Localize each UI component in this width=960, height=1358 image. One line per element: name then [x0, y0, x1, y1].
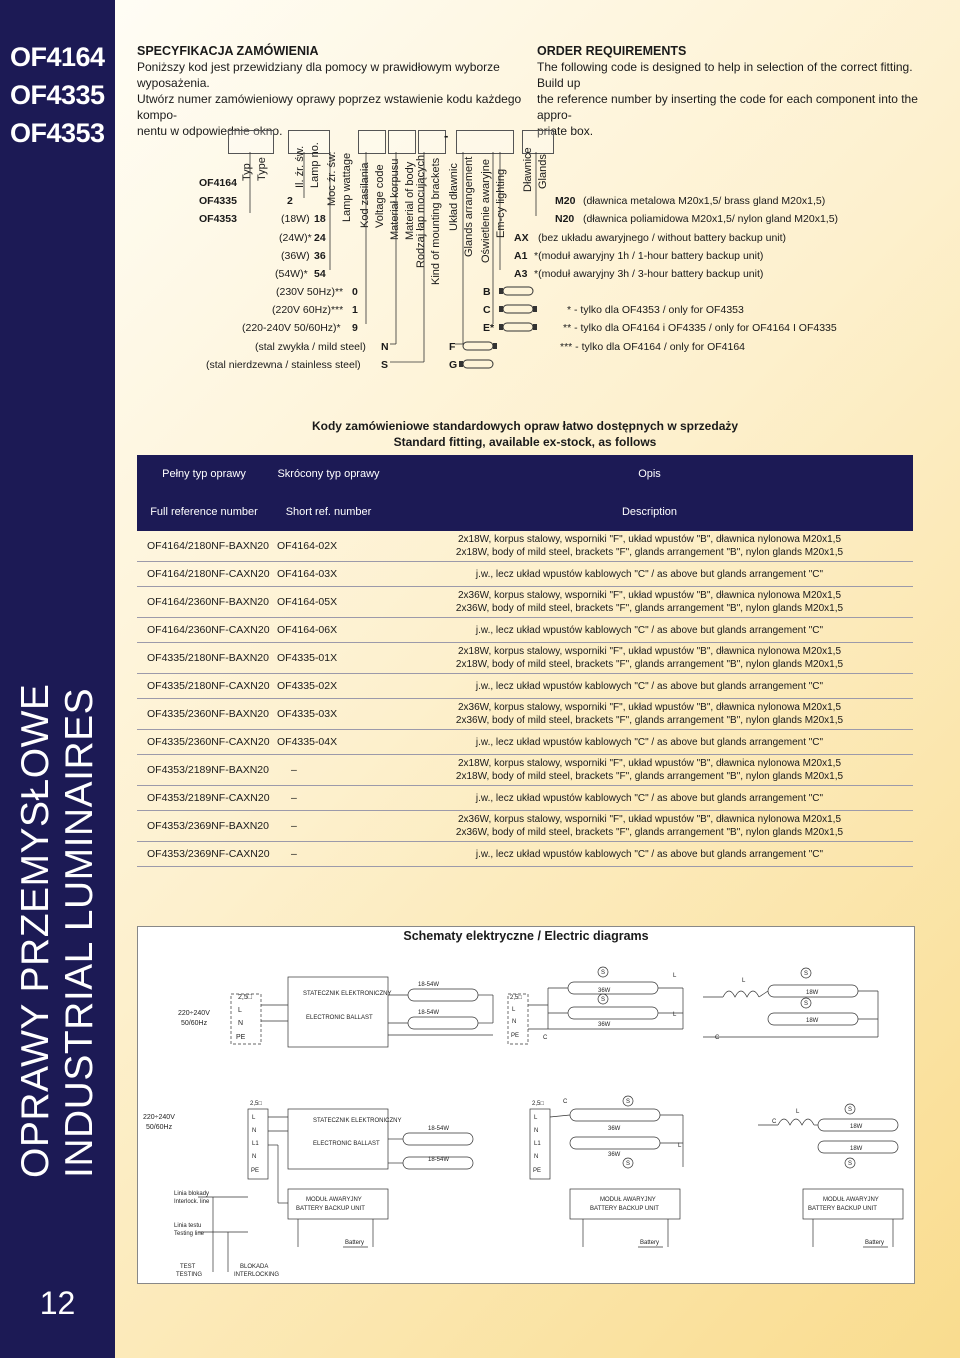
desc-line: 2x18W, korpus stalowy, wsporniki "F", układ wpustów "B", dławnica nylonowa M20x1,5 — [457, 534, 842, 545]
description — [386, 618, 913, 643]
terminal-label: L1 — [252, 1141, 259, 1147]
starter-label: S — [601, 970, 606, 976]
interlock-line-pl: Linia blokady — [174, 1191, 210, 1197]
choke-label: L — [796, 1109, 800, 1115]
header-voltage-pl: Kod zasilania — [359, 162, 371, 228]
full-ref: OF4335/2180NF-BAXN20 — [137, 643, 271, 674]
voltage-label: (230V 50Hz)** — [276, 286, 344, 298]
short-ref: OF4164-03X — [271, 562, 386, 587]
table-row — [137, 730, 913, 755]
intro-en-heading: ORDER REQUIREMENTS — [537, 44, 687, 58]
short-ref: OF4164-02X — [271, 531, 386, 562]
supply-voltage: 220÷240V — [178, 1010, 210, 1017]
header-material-en: Material of body — [404, 161, 416, 240]
emergency-label: (bez układu awaryjnego / without battery backup unit) — [538, 232, 787, 244]
terminal-label: N — [534, 1154, 539, 1160]
sidebar-code: OF4353 — [10, 118, 105, 148]
description — [386, 755, 913, 786]
battery-label: Battery — [345, 1240, 365, 1246]
table-header-row — [137, 493, 913, 531]
test-label-en: TESTING — [176, 1272, 203, 1278]
header-lampno-pl: Il. źr. św. — [294, 145, 306, 188]
short-ref: OF4335-03X — [271, 699, 386, 730]
desc-line: j.w., lecz układ wpustów kablowych "C" / as above but glands arrangement "C" — [475, 624, 824, 636]
desc-line: 2x18W, korpus stalowy, wsporniki "F", układ wpustów "B", dławnica nylonowa M20x1,5 — [457, 646, 842, 657]
desc-line: 2x36W, korpus stalowy, wsporniki "F", układ wpustów "B", dławnica nylonowa M20x1,5 — [457, 590, 842, 601]
choke-label: L — [742, 978, 746, 984]
table-row — [137, 643, 913, 674]
description — [386, 562, 913, 587]
backup-label-pl: MODUŁ AWARYJNY — [600, 1197, 656, 1203]
intro-en-line: priate box. — [537, 124, 594, 138]
desc-line: j.w., lecz układ wpustów kablowych "C" / as above but glands arrangement "C" — [475, 736, 824, 748]
full-ref: OF4164/2360NF-CAXN20 — [137, 618, 271, 643]
type-option: OF4164 — [199, 177, 237, 189]
table-row — [137, 755, 913, 786]
material-label: (stal nierdzewna / stainless steel) — [206, 359, 361, 371]
lamp-label: 18W — [806, 990, 819, 996]
col-desc-pl: Opis — [386, 455, 913, 493]
short-ref: OF4164-05X — [271, 587, 386, 618]
table-row — [137, 674, 913, 699]
terminal-label: PE — [236, 1034, 246, 1041]
lamp-label: 36W — [608, 1126, 621, 1132]
battery-label: Battery — [865, 1240, 885, 1246]
emergency-code: A1 — [514, 250, 528, 262]
wattage-code: 24 — [314, 232, 326, 244]
standard-codes-table — [137, 455, 913, 867]
intro-en-line: the reference number by inserting the code for each component into the appro- — [537, 92, 918, 122]
starter-label: S — [848, 1161, 853, 1167]
block-label-pl: BLOKADA — [240, 1264, 269, 1270]
standard-table-title-pl: Kody zamówieniowe standardowych opraw łatwo dostępnych w sprzedaży — [311, 419, 739, 433]
intro-pl-line: nentu w odpowiednie okno. — [137, 124, 283, 138]
lamp-label: 36W — [598, 988, 611, 994]
voltage-label: (220V 60Hz)*** — [272, 304, 344, 316]
sidebar-code: OF4164 — [10, 42, 105, 72]
bracket-code: G — [449, 359, 458, 371]
short-ref: – — [271, 786, 386, 811]
terminal-label: L — [238, 1007, 242, 1014]
backup-label-en: BATTERY BACKUP UNIT — [590, 1206, 659, 1212]
header-lampno-en: Lamp no. — [309, 142, 321, 188]
wattage-label: (54W)* — [275, 268, 308, 280]
footnote: *** - tylko dla OF4164 / only for OF4164 — [560, 341, 746, 353]
emergency-code: AX — [514, 232, 529, 244]
capacitor-label: C — [715, 1035, 720, 1041]
short-ref: OF4335-04X — [271, 730, 386, 755]
voltage-code: 1 — [352, 304, 358, 316]
ballast-label-en: ELECTRONIC BALLAST — [306, 1015, 373, 1021]
full-ref: OF4353/2369NF-CAXN20 — [137, 842, 271, 867]
wattage-code: 18 — [314, 213, 326, 225]
header-brackets-en: Kind of mounting brackets — [430, 157, 442, 285]
short-ref: OF4164-06X — [271, 618, 386, 643]
selector-connector-lines — [0, 0, 960, 380]
full-ref: OF4353/2189NF-BAXN20 — [137, 755, 271, 786]
table-row — [137, 562, 913, 587]
material-code: N — [381, 341, 389, 353]
table-row — [137, 811, 913, 842]
full-ref: OF4164/2180NF-CAXN20 — [137, 562, 271, 587]
sidebar-vertical-title-en: INDUSTRIAL LUMINAIRES — [58, 687, 101, 1178]
terminal-label: PE — [251, 1168, 260, 1174]
table-row — [137, 618, 913, 643]
testing-line-pl: Linia testu — [174, 1223, 202, 1229]
lamp-label: 18-54W — [418, 982, 440, 988]
col-short-pl: Skrócony typ oprawy — [271, 455, 386, 493]
full-ref: OF4335/2360NF-CAXN20 — [137, 730, 271, 755]
wiring-diagrams — [138, 927, 914, 1283]
desc-line: j.w., lecz układ wpustów kablowych "C" / as above but glands arrangement "C" — [475, 680, 824, 692]
terminal-label: L — [534, 1115, 538, 1121]
arrangement-code: B — [483, 286, 491, 298]
wattage-code: 54 — [314, 268, 326, 280]
description — [386, 587, 913, 618]
desc-line: j.w., lecz układ wpustów kablowych "C" / as above but glands arrangement "C" — [475, 792, 824, 804]
wattage-label: (18W) — [281, 213, 310, 225]
description — [386, 786, 913, 811]
description — [386, 842, 913, 867]
intro-pl-line: Utwórz numer zamówieniowy oprawy poprzez wstawienie kodu każdego kompo- — [137, 92, 522, 122]
lamp-label: 18-54W — [428, 1157, 450, 1163]
material-label: (stal zwykła / mild steel) — [255, 341, 366, 353]
full-ref: OF4335/2180NF-CAXN20 — [137, 674, 271, 699]
header-glands-pl: Dławnice — [522, 147, 534, 192]
wattage-code: 36 — [314, 250, 326, 262]
full-ref: OF4164/2180NF-BAXN20 — [137, 531, 271, 562]
terminal-label: N — [512, 1019, 517, 1025]
sidebar-code: OF4335 — [10, 80, 105, 110]
gland-code: N20 — [555, 213, 575, 225]
header-glands-en: Glands — [537, 154, 549, 189]
terminal-label: L — [252, 1115, 256, 1121]
starter-label: S — [848, 1107, 853, 1113]
lamp-label: 18W — [850, 1146, 863, 1152]
footnote: * - tylko dla OF4353 / only for OF4353 — [567, 304, 744, 316]
terminal-label: L1 — [534, 1141, 541, 1147]
full-ref: OF4353/2189NF-CAXN20 — [137, 786, 271, 811]
ballast-label-pl: STATECZNIK ELEKTRONICZNY — [303, 991, 392, 997]
desc-line: 2x36W, korpus stalowy, wsporniki "F", układ wpustów "B", dławnica nylonowa M20x1,5 — [457, 814, 842, 825]
terminal-label: N — [534, 1128, 539, 1134]
description — [386, 699, 913, 730]
header-voltage-en: Voltage code — [374, 164, 386, 228]
choke-label: L — [673, 973, 677, 979]
intro-pl-line: Poniższy kod jest przewidziany dla pomocy w prawidłowym wyborze wyposażenia. — [137, 60, 500, 90]
desc-line: j.w., lecz układ wpustów kablowych "C" / as above but glands arrangement "C" — [475, 848, 824, 860]
desc-line: j.w., lecz układ wpustów kablowych "C" / as above but glands arrangement "C" — [475, 568, 824, 580]
standard-table-title-en: Standard fitting, available ex-stock, as follows — [393, 435, 657, 449]
lamp-label: 36W — [598, 1022, 611, 1028]
type-option: OF4335 — [199, 195, 237, 207]
supply-voltage: 220÷240V — [143, 1114, 175, 1121]
wattage-label: (24W)* — [279, 232, 312, 244]
short-ref: – — [271, 755, 386, 786]
desc-line: 2x36W, body of mild steel, brackets "F", glands arrangement "B", nylon glands M20x1,5 — [455, 715, 844, 726]
voltage-code: 0 — [352, 286, 358, 298]
header-arrangement-pl: Układ dławnic — [448, 163, 460, 231]
full-ref: OF4164/2360NF-BAXN20 — [137, 587, 271, 618]
desc-line: 2x18W, body of mild steel, brackets "F", glands arrangement "B", nylon glands M20x1,5 — [455, 659, 844, 670]
desc-line: 2x18W, korpus stalowy, wsporniki "F", układ wpustów "B", dławnica nylonowa M20x1,5 — [457, 758, 842, 769]
arrangement-code: E* — [483, 322, 495, 334]
battery-label: Battery — [640, 1240, 660, 1246]
bracket-code: F — [449, 341, 456, 353]
starter-label: S — [804, 971, 809, 977]
lamp-label: 18W — [850, 1124, 863, 1130]
desc-line: 2x18W, body of mild steel, brackets "F", glands arrangement "B", nylon glands M20x1,5 — [455, 771, 844, 782]
description — [386, 643, 913, 674]
emergency-label: *(moduł awaryjny 1h / 1-hour battery backup unit) — [534, 250, 764, 262]
full-ref: OF4353/2369NF-BAXN20 — [137, 811, 271, 842]
table-row — [137, 786, 913, 811]
capacitor-label: C — [772, 1119, 777, 1125]
header-type-en: Type — [256, 157, 268, 181]
electric-diagrams — [137, 926, 915, 1284]
table-row — [137, 587, 913, 618]
backup-label-en: BATTERY BACKUP UNIT — [808, 1206, 877, 1212]
terminal-label: N — [252, 1154, 257, 1160]
terminal-size: 2,5□ — [238, 994, 252, 1001]
standard-table-title — [137, 418, 913, 450]
description — [386, 811, 913, 842]
starter-label: S — [601, 997, 606, 1003]
desc-line: 2x36W, body of mild steel, brackets "F", glands arrangement "B", nylon glands M20x1,5 — [455, 827, 844, 838]
emergency-code: A3 — [514, 268, 528, 280]
testing-line-en: Testing line — [174, 1231, 205, 1237]
full-ref: OF4335/2360NF-BAXN20 — [137, 699, 271, 730]
header-arrangement-en: Glands arrangement — [463, 156, 475, 257]
intro-pl-heading: SPECYFIKACJA ZAMÓWIENIA — [137, 44, 319, 58]
material-code: S — [381, 359, 389, 371]
table-row — [137, 531, 913, 562]
interlock-line-en: Interlock. line — [174, 1199, 210, 1205]
backup-label-pl: MODUŁ AWARYJNY — [823, 1197, 879, 1203]
desc-line: 2x36W, korpus stalowy, wsporniki "F", układ wpustów "B", dławnica nylonowa M20x1,5 — [457, 702, 842, 713]
terminal-size: 2,5□ — [532, 1101, 544, 1107]
code-dash: - — [444, 128, 449, 143]
short-ref: OF4335-02X — [271, 674, 386, 699]
diagrams-title: Schematy elektryczne / Electric diagrams — [403, 929, 649, 943]
terminal-label: N — [238, 1020, 244, 1027]
backup-label-en: BATTERY BACKUP UNIT — [296, 1206, 365, 1212]
sidebar-vertical-title-pl: OPRAWY PRZEMYSŁOWE — [14, 683, 57, 1178]
header-brackets-pl: Rodzaj łap mocujących — [415, 154, 427, 268]
capacitor-label: C — [543, 1035, 548, 1041]
col-full-pl: Pełny typ oprawy — [137, 455, 271, 493]
type-option: OF4353 — [199, 213, 237, 225]
header-material-pl: Materiał korpusu — [389, 158, 401, 240]
starter-label: S — [626, 1161, 631, 1167]
table-header-row — [137, 455, 913, 493]
capacitor-label: C — [563, 1099, 568, 1105]
emergency-label: *(moduł awaryjny 3h / 3-hour battery backup unit) — [534, 268, 764, 280]
gland-code: M20 — [555, 195, 576, 207]
terminal-label: PE — [511, 1033, 520, 1039]
terminal-label: N — [252, 1128, 257, 1134]
voltage-label: (220-240V 50/60Hz)* — [242, 322, 341, 334]
ballast-label-pl: STATECZNIK ELEKTRONICZNY — [313, 1118, 402, 1124]
gland-label: (dławnica metalowa M20x1,5/ brass gland M20x1,5) — [583, 195, 826, 207]
lamp-no-option: 2 — [287, 195, 293, 207]
header-wattage-pl: Moc źr. św. — [326, 151, 338, 206]
description — [386, 730, 913, 755]
intro-en-line: The following code is designed to help in selection of the correct fitting. Build up — [537, 60, 913, 90]
page-number: 12 — [39, 1285, 76, 1321]
test-label-pl: TEST — [180, 1264, 196, 1270]
backup-label-pl: MODUŁ AWARYJNY — [306, 1197, 362, 1203]
short-ref: OF4335-01X — [271, 643, 386, 674]
desc-line: 2x18W, body of mild steel, brackets "F", glands arrangement "B", nylon glands M20x1,5 — [455, 547, 844, 558]
block-label-en: INTERLOCKING — [234, 1272, 280, 1278]
short-ref: – — [271, 842, 386, 867]
table-row — [137, 842, 913, 867]
short-ref: – — [271, 811, 386, 842]
terminal-label: PE — [533, 1168, 542, 1174]
lamp-label: 18-54W — [418, 1010, 440, 1016]
starter-label: S — [626, 1099, 631, 1105]
header-wattage-en: Lamp wattage — [341, 152, 353, 222]
supply-freq: 50/60Hz — [146, 1124, 173, 1131]
table-row — [137, 699, 913, 730]
description — [386, 531, 913, 562]
starter-label: S — [804, 1001, 809, 1007]
ballast-label-en: ELECTRONIC BALLAST — [313, 1141, 380, 1147]
col-short-en: Short ref. number — [271, 493, 386, 531]
col-full-en: Full reference number — [137, 493, 271, 531]
header-emergency-pl: Oświetlenie awaryjne — [480, 159, 492, 263]
gland-label: (dławnica poliamidowa M20x1,5/ nylon gland M20x1,5) — [583, 213, 839, 225]
desc-line: 2x36W, body of mild steel, brackets "F", glands arrangement "B", nylon glands M20x1,5 — [455, 603, 844, 614]
col-desc-en: Description — [386, 493, 913, 531]
description — [386, 674, 913, 699]
lamp-label: 18W — [806, 1018, 819, 1024]
lamp-label: 18-54W — [428, 1126, 450, 1132]
terminal-size: 2,5□ — [250, 1101, 262, 1107]
terminal-size: 2,5□ — [510, 995, 522, 1001]
footnote: ** - tylko dla OF4164 i OF4335 / only for OF4164 I OF4335 — [563, 322, 837, 334]
lamp-label: 36W — [608, 1152, 621, 1158]
supply-freq: 50/60Hz — [181, 1020, 208, 1027]
choke-label: L — [678, 1143, 682, 1149]
choke-label: L — [673, 1012, 677, 1018]
wattage-label: (36W) — [281, 250, 310, 262]
header-emergency-en: Em-cy lighting — [495, 168, 507, 238]
voltage-code: 9 — [352, 322, 358, 334]
terminal-label: L — [512, 1007, 516, 1013]
arrangement-code: C — [483, 304, 491, 316]
header-type-pl: Typ — [241, 163, 253, 181]
